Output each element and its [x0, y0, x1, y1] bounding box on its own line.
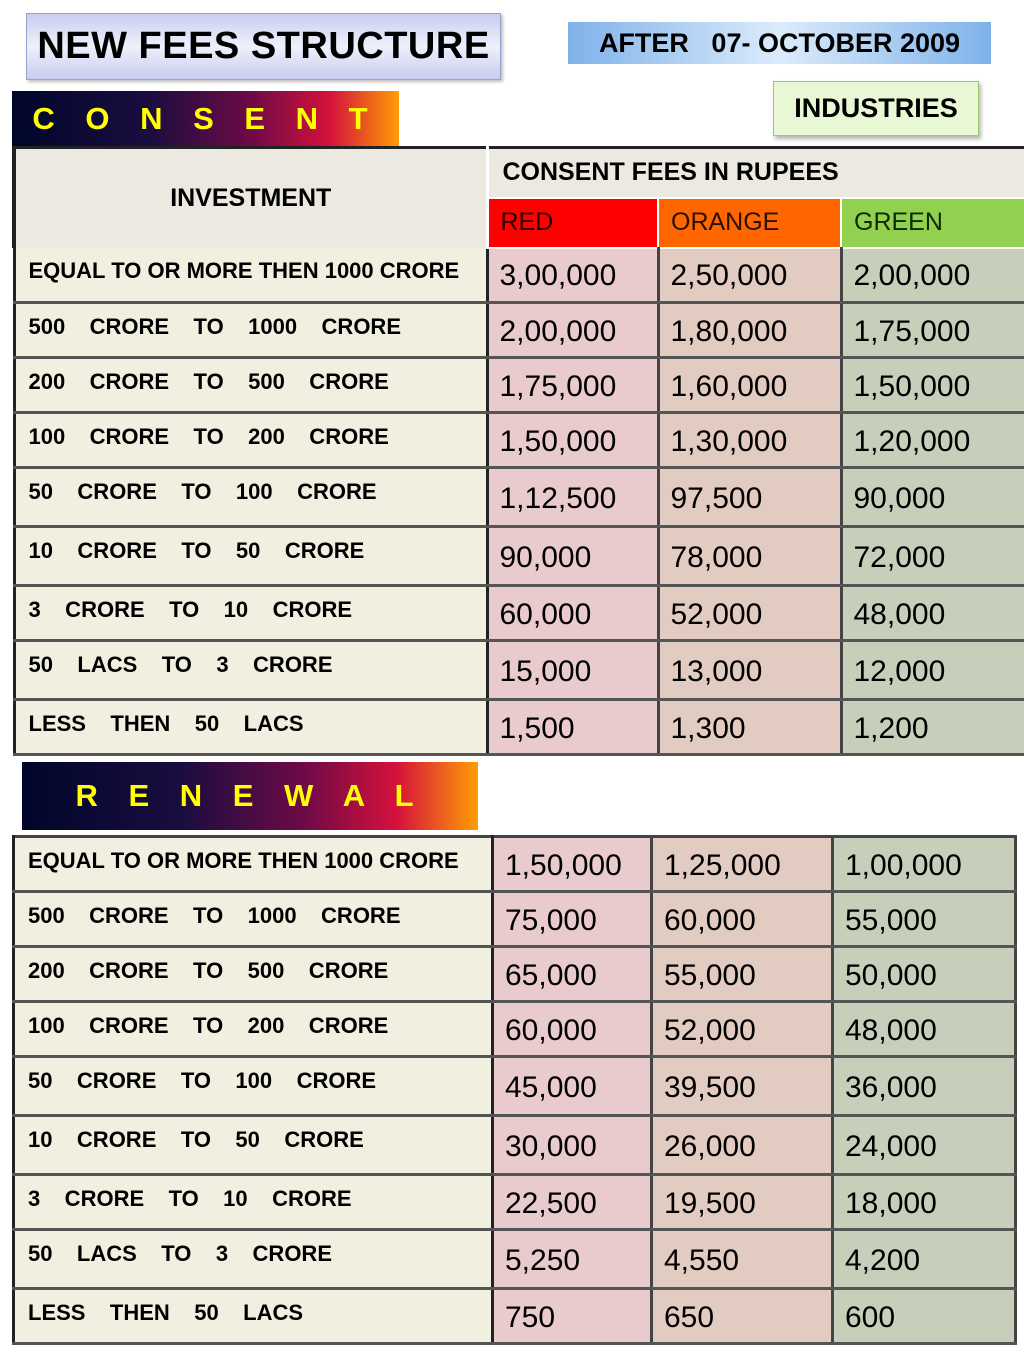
table-row: [14, 1057, 1016, 1116]
renewal-fees-table: [12, 835, 1017, 1345]
investment-range-cell: 3 CRORE TO 10 CRORE: [14, 586, 487, 641]
investment-range-cell: EQUAL TO OR MORE THEN 1000 CRORE: [14, 248, 487, 303]
green-fee-cell: 1,50,000: [841, 358, 1024, 413]
investment-range-cell: 500 CRORE TO 1000 CRORE: [14, 892, 493, 947]
investment-range-cell: 10 CRORE TO 50 CRORE: [14, 1116, 493, 1175]
orange-fee-cell: 650: [652, 1289, 833, 1344]
consent-fees-table: [12, 146, 1024, 756]
green-fee-cell: 600: [833, 1289, 1016, 1344]
orange-fee-cell: 19,500: [652, 1175, 833, 1230]
page-title: NEW FEES STRUCTURE: [26, 13, 501, 80]
orange-fee-cell: 1,60,000: [658, 358, 841, 413]
red-fee-cell: 90,000: [487, 527, 658, 586]
green-fee-cell: 72,000: [841, 527, 1024, 586]
orange-fee-cell: 4,550: [652, 1230, 833, 1289]
green-fee-cell: 2,00,000: [841, 248, 1024, 303]
table-row: [14, 248, 1024, 303]
investment-range-cell: 200 CRORE TO 500 CRORE: [14, 358, 487, 413]
red-fee-cell: 750: [493, 1289, 652, 1344]
table-row: [14, 527, 1024, 586]
table-row: [14, 700, 1024, 755]
table-row: [14, 947, 1016, 1002]
green-fee-cell: 90,000: [841, 468, 1024, 527]
investment-range-cell: LESS THEN 50 LACS: [14, 1289, 493, 1344]
green-fee-cell: 4,200: [833, 1230, 1016, 1289]
investment-range-cell: LESS THEN 50 LACS: [14, 700, 487, 755]
green-fee-cell: 48,000: [841, 586, 1024, 641]
investment-range-cell: 100 CRORE TO 200 CRORE: [14, 1002, 493, 1057]
column-header-orange: ORANGE: [658, 198, 841, 248]
investment-range-cell: 500 CRORE TO 1000 CRORE: [14, 303, 487, 358]
investment-range-cell: 50 CRORE TO 100 CRORE: [14, 468, 487, 527]
investment-range-cell: 3 CRORE TO 10 CRORE: [14, 1175, 493, 1230]
green-fee-cell: 1,200: [841, 700, 1024, 755]
red-fee-cell: 22,500: [493, 1175, 652, 1230]
table-row: [14, 586, 1024, 641]
red-fee-cell: 1,12,500: [487, 468, 658, 527]
red-fee-cell: 60,000: [487, 586, 658, 641]
table-row: [14, 1175, 1016, 1230]
green-fee-cell: 12,000: [841, 641, 1024, 700]
green-fee-cell: 36,000: [833, 1057, 1016, 1116]
green-fee-cell: 55,000: [833, 892, 1016, 947]
column-header-green: GREEN: [841, 198, 1024, 248]
red-fee-cell: 30,000: [493, 1116, 652, 1175]
green-fee-cell: 50,000: [833, 947, 1016, 1002]
red-fee-cell: 1,50,000: [487, 413, 658, 468]
table-row: [14, 358, 1024, 413]
investment-range-cell: 200 CRORE TO 500 CRORE: [14, 947, 493, 1002]
orange-fee-cell: 1,80,000: [658, 303, 841, 358]
red-fee-cell: 60,000: [493, 1002, 652, 1057]
investment-range-cell: 50 LACS TO 3 CRORE: [14, 1230, 493, 1289]
red-fee-cell: 45,000: [493, 1057, 652, 1116]
orange-fee-cell: 52,000: [658, 586, 841, 641]
orange-fee-cell: 1,30,000: [658, 413, 841, 468]
red-fee-cell: 65,000: [493, 947, 652, 1002]
orange-fee-cell: 1,300: [658, 700, 841, 755]
orange-fee-cell: 97,500: [658, 468, 841, 527]
green-fee-cell: 48,000: [833, 1002, 1016, 1057]
table-row: [14, 468, 1024, 527]
investment-header: INVESTMENT: [14, 148, 487, 248]
investment-range-cell: 50 CRORE TO 100 CRORE: [14, 1057, 493, 1116]
red-fee-cell: 5,250: [493, 1230, 652, 1289]
red-fee-cell: 15,000: [487, 641, 658, 700]
red-fee-cell: 1,500: [487, 700, 658, 755]
red-fee-cell: 1,50,000: [493, 837, 652, 892]
renewal-section-banner: R E N E W A L: [22, 762, 478, 830]
orange-fee-cell: 78,000: [658, 527, 841, 586]
table-row: [14, 837, 1016, 892]
investment-range-cell: EQUAL TO OR MORE THEN 1000 CRORE: [14, 837, 493, 892]
table-row: [14, 892, 1016, 947]
table-row: [14, 1289, 1016, 1344]
category-label: INDUSTRIES: [773, 81, 979, 136]
red-fee-cell: 1,75,000: [487, 358, 658, 413]
green-fee-cell: 1,00,000: [833, 837, 1016, 892]
table-row: [14, 1116, 1016, 1175]
consent-section-banner: C O N S E N T: [12, 91, 399, 146]
green-fee-cell: 18,000: [833, 1175, 1016, 1230]
orange-fee-cell: 2,50,000: [658, 248, 841, 303]
investment-range-cell: 10 CRORE TO 50 CRORE: [14, 527, 487, 586]
orange-fee-cell: 52,000: [652, 1002, 833, 1057]
column-header-red: RED: [487, 198, 658, 248]
green-fee-cell: 1,75,000: [841, 303, 1024, 358]
investment-range-cell: 50 LACS TO 3 CRORE: [14, 641, 487, 700]
table-row: [14, 413, 1024, 468]
green-fee-cell: 1,20,000: [841, 413, 1024, 468]
orange-fee-cell: 13,000: [658, 641, 841, 700]
table-row: [14, 1002, 1016, 1057]
table-row: [14, 1230, 1016, 1289]
table-row: [14, 641, 1024, 700]
red-fee-cell: 3,00,000: [487, 248, 658, 303]
consent-fees-header: CONSENT FEES IN RUPEES: [487, 148, 1024, 198]
red-fee-cell: 75,000: [493, 892, 652, 947]
green-fee-cell: 24,000: [833, 1116, 1016, 1175]
orange-fee-cell: 1,25,000: [652, 837, 833, 892]
orange-fee-cell: 55,000: [652, 947, 833, 1002]
effective-date-label: AFTER 07- OCTOBER 2009: [568, 22, 991, 64]
orange-fee-cell: 26,000: [652, 1116, 833, 1175]
orange-fee-cell: 39,500: [652, 1057, 833, 1116]
red-fee-cell: 2,00,000: [487, 303, 658, 358]
orange-fee-cell: 60,000: [652, 892, 833, 947]
investment-range-cell: 100 CRORE TO 200 CRORE: [14, 413, 487, 468]
table-row: [14, 303, 1024, 358]
